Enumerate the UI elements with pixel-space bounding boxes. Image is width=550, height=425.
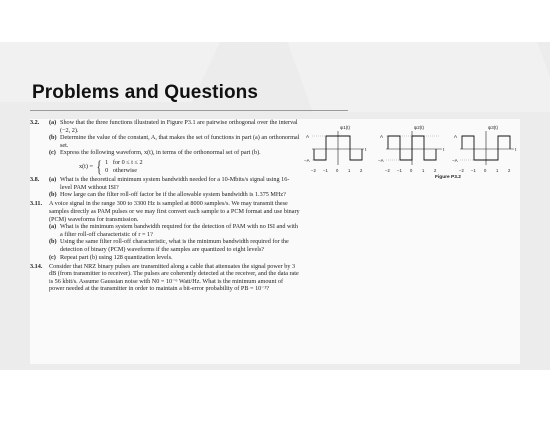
part-text: Using the same filter roll-off characteristic, what is the minimum bandwidth required for the detection of binary (PCM) waveforms if the samples are quantized to eight levels? xyxy=(60,238,289,253)
case-value: 1 xyxy=(105,158,109,166)
tick-label: 2 xyxy=(434,168,437,173)
part-label: (b) xyxy=(49,134,57,142)
t-label: t xyxy=(515,147,517,152)
formula-lhs: x(t) = xyxy=(79,162,93,170)
tick-label: 1 xyxy=(422,168,425,173)
tick-label: −1 xyxy=(397,168,402,173)
plot-psi2 xyxy=(378,125,445,173)
plot-psi1 xyxy=(304,125,367,173)
tick-label: −2 xyxy=(385,168,390,173)
part-text: Show that the three functions illustrated in Figure P3.1 are pairwise orthogonal over the interval (−2, 2). xyxy=(60,119,298,134)
title-underline xyxy=(30,110,348,111)
figure-p3-2 xyxy=(304,121,519,179)
part-text: Express the following waveform, x(t), in terms of the orthonormal set of part (b). xyxy=(60,149,261,157)
part-text: What is the minimum system bandwidth required for the detection of PAM with no ISI and with a filter roll-off characteristic of r = 1? xyxy=(60,223,298,238)
a-label: A xyxy=(306,134,310,139)
tick-label: −1 xyxy=(323,168,328,173)
slide-title: Problems and Questions xyxy=(32,82,259,103)
questions-column xyxy=(30,119,300,295)
question-3-11 xyxy=(30,200,300,261)
part-label: (a) xyxy=(49,223,57,231)
question-text: Consider that NRZ binary pulses are transmitted along a cable that attenuates the signal power by 3 dB (from transmitter to receiver). The pulses are coherently detected at the receiver, and the data rate is 56 kbit/s. Assume Gaussian noise with N0 = 10⁻⁶ Watt/Hz. What is the minimum amount of power needed at the transmitter in order to maintain a bit-error probability of PB = 10⁻³? xyxy=(49,262,299,293)
brace-symbol: { xyxy=(96,157,102,177)
a-label: A xyxy=(454,134,458,139)
neg-a-label: −A xyxy=(304,158,310,163)
part-label: (b) xyxy=(49,238,57,246)
part-label: (c) xyxy=(49,253,56,261)
tick-label: 0 xyxy=(484,168,487,173)
case-condition: for 0 ≤ t ≤ 2 xyxy=(112,158,143,166)
t-label: t xyxy=(443,147,445,152)
figure-caption: Figure P3.2 xyxy=(435,175,461,180)
part-label: (a) xyxy=(49,119,57,126)
tick-label: 1 xyxy=(496,168,499,173)
question-intro: A voice signal in the range 300 to 3300 Hz is sampled at 8000 samples/s. We may transmit these samples directly as PAM pulses or we may first convert each sample to a PCM format and use binary (PCM) waveforms for transmission. xyxy=(49,200,300,223)
textbook-excerpt xyxy=(30,119,520,364)
plot-label: ψ3(t) xyxy=(488,125,498,130)
formula-cases xyxy=(105,159,142,174)
tick-label: 2 xyxy=(360,168,363,173)
question-number: 3.8. xyxy=(30,176,40,184)
a-label: A xyxy=(380,134,384,139)
psi2-waveform xyxy=(388,136,436,160)
tick-label: 2 xyxy=(508,168,511,173)
part-label: (c) xyxy=(49,149,56,157)
neg-a-label: −A xyxy=(378,158,384,163)
case-condition: otherwise xyxy=(112,166,137,174)
part-text: What is the theoretical minimum system bandwidth needed for a 10-Mbits/s signal using 16-level PAM without ISI? xyxy=(60,176,290,191)
tick-label: −2 xyxy=(459,168,464,173)
neg-a-label: −A xyxy=(452,158,458,163)
question-number: 3.2. xyxy=(30,119,40,126)
plot-psi3 xyxy=(452,125,517,173)
question-3-8 xyxy=(30,176,300,199)
decor-stripe xyxy=(287,42,550,112)
question-number: 3.11. xyxy=(30,200,43,208)
part-text: Determine the value of the constant, A, that makes the set of functions in part (a) an orthonormal set. xyxy=(60,134,300,149)
tick-label: −1 xyxy=(471,168,476,173)
question-3-14 xyxy=(30,263,300,293)
question-3-2 xyxy=(30,119,300,177)
tick-label: 1 xyxy=(348,168,351,173)
plot-label: ψ2(t) xyxy=(414,125,424,130)
tick-label: 0 xyxy=(336,168,339,173)
part-label: (a) xyxy=(49,176,57,184)
plot-label: ψ1(t) xyxy=(340,125,350,130)
part-text: How large can the filter roll-off factor be if the allowable system bandwidth is 1.375 MHz? xyxy=(60,191,286,199)
part-text: Repeat part (b) using 128 quantization levels. xyxy=(60,253,173,261)
case-value: 0 xyxy=(105,166,109,174)
t-label: t xyxy=(365,147,367,152)
part-label: (b) xyxy=(49,191,57,199)
waveform-formula xyxy=(49,157,300,177)
tick-label: 0 xyxy=(410,168,413,173)
question-number: 3.14. xyxy=(30,262,43,270)
tick-label: −2 xyxy=(311,168,316,173)
